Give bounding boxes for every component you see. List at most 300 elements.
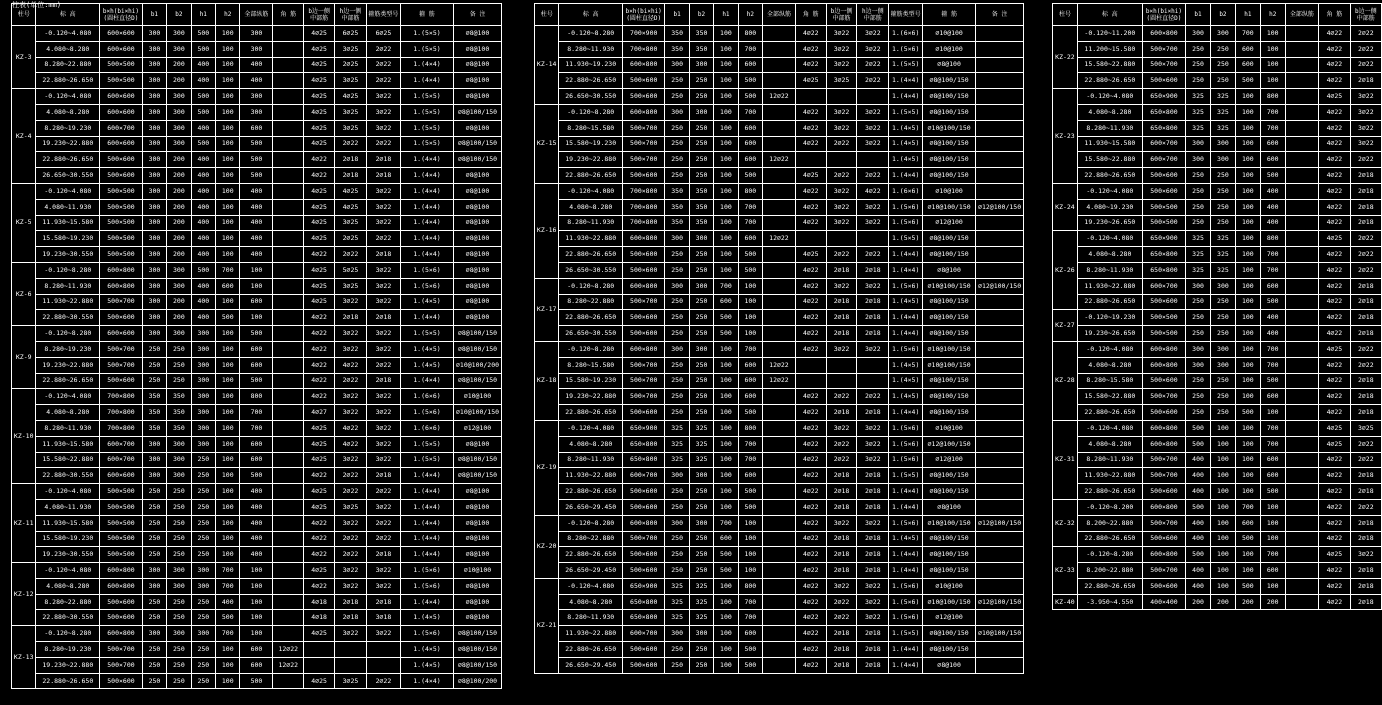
column-header: 角 筋 <box>273 4 304 26</box>
table-cell: 500×700 <box>623 120 665 136</box>
table-cell: 250 <box>689 563 713 579</box>
table-cell: 4⌀22 <box>304 515 335 531</box>
table-cell: ⌀8@100 <box>454 215 502 231</box>
table-cell: 22.880~26.650 <box>559 642 623 658</box>
table-cell: 8.280~15.580 <box>559 357 623 373</box>
column-header: 备 注 <box>976 4 1024 26</box>
table-cell: 3⌀22 <box>826 104 857 120</box>
table-cell: -0.120~4.080 <box>36 183 100 199</box>
table-cell <box>763 41 796 57</box>
table-cell: 2⌀18 <box>335 152 367 168</box>
table-cell: 100 <box>714 247 738 263</box>
table-cell: 325 <box>1186 262 1211 278</box>
table-cell: 100 <box>216 389 240 405</box>
table-cell <box>1285 452 1319 468</box>
table-cell: 2⌀22 <box>1350 436 1381 452</box>
table-cell <box>1285 215 1319 231</box>
table-cell: 500×600 <box>1142 405 1185 421</box>
table-cell: 100 <box>738 547 762 563</box>
table-cell: 500×700 <box>1142 468 1185 484</box>
column-id: KZ-3 <box>12 26 36 89</box>
table-cell: 300 <box>167 278 191 294</box>
table-cell: 100 <box>1235 310 1260 326</box>
table-row <box>535 136 1024 152</box>
table-cell: 3⌀22 <box>335 515 367 531</box>
table-cell: 4⌀22 <box>1319 183 1350 199</box>
table-cell: 11.930~22.880 <box>1077 468 1142 484</box>
table-row <box>1053 57 1382 73</box>
table-cell: ⌀8@100/150 <box>923 136 976 152</box>
table-cell: 300 <box>665 468 689 484</box>
table-cell <box>763 136 796 152</box>
table-cell: 600 <box>240 120 273 136</box>
table-cell: 350 <box>167 405 191 421</box>
table-cell: -0.120~8.280 <box>36 262 100 278</box>
table-cell <box>1285 152 1319 168</box>
table-cell: 500 <box>240 373 273 389</box>
table-cell: 100 <box>216 673 240 689</box>
table-cell: 500×600 <box>100 310 143 326</box>
table-cell: 22.880~26.650 <box>559 547 623 563</box>
table-cell: 500 <box>738 73 762 89</box>
table-cell: ⌀8@100/150 <box>923 152 976 168</box>
table-cell: 2⌀18 <box>366 152 400 168</box>
table-row <box>1053 405 1382 421</box>
table-cell: 600×800 <box>1142 420 1185 436</box>
table-cell: 11.930~22.880 <box>559 468 623 484</box>
table-cell <box>273 578 304 594</box>
table-cell: 300 <box>142 278 166 294</box>
table-cell: 600×700 <box>1142 152 1185 168</box>
table-cell <box>1285 120 1319 136</box>
table-cell: 8.280~11.930 <box>559 41 623 57</box>
table-cell: 300 <box>689 341 713 357</box>
table-cell: 250 <box>167 547 191 563</box>
table-cell: 4⌀25 <box>335 199 367 215</box>
table-cell: 700 <box>216 262 240 278</box>
table-row <box>12 168 502 184</box>
table-cell: 2⌀18 <box>826 326 857 342</box>
table-cell: 100 <box>1235 452 1260 468</box>
table-cell: 2⌀18 <box>826 657 857 673</box>
table-cell: 300 <box>240 104 273 120</box>
table-cell: ⌀8@100 <box>454 578 502 594</box>
table-cell: 22.880~26.650 <box>559 310 623 326</box>
table-cell: ⌀8@100 <box>454 57 502 73</box>
table-cell: 4⌀27 <box>304 405 335 421</box>
table-cell: 4⌀25 <box>1319 89 1350 105</box>
table-cell: 400 <box>240 57 273 73</box>
table-cell: 300 <box>167 41 191 57</box>
table-cell: 3⌀22 <box>335 294 367 310</box>
table-cell: 2⌀18 <box>366 594 400 610</box>
table-cell: 4⌀25 <box>304 73 335 89</box>
table-row <box>12 657 502 673</box>
table-cell: 500 <box>714 563 738 579</box>
table-cell: 400 <box>240 247 273 263</box>
table-cell: 2⌀22 <box>335 484 367 500</box>
table-cell: 4⌀22 <box>795 436 826 452</box>
table-cell: 300 <box>665 104 689 120</box>
table-cell: 2⌀22 <box>366 136 400 152</box>
table-cell: 1.(4×5) <box>889 120 923 136</box>
table-cell: 100 <box>240 563 273 579</box>
table-row <box>535 168 1024 184</box>
table-cell <box>1285 310 1319 326</box>
table-cell: 3⌀22 <box>366 326 400 342</box>
table-row <box>535 294 1024 310</box>
table-cell: 2⌀18 <box>366 468 400 484</box>
table-cell: 1.(5×5) <box>400 41 453 57</box>
table-cell: 700×800 <box>623 199 665 215</box>
table-cell: 500 <box>714 310 738 326</box>
table-cell: ⌀8@100/150 <box>923 104 976 120</box>
table-cell <box>763 578 796 594</box>
table-cell <box>763 594 796 610</box>
table-cell: 2⌀25 <box>335 231 367 247</box>
table-cell <box>1285 26 1319 42</box>
table-cell: 15.580~19.230 <box>559 136 623 152</box>
table-cell <box>795 373 826 389</box>
table-cell: 400 <box>240 499 273 515</box>
table-cell: 300 <box>191 420 215 436</box>
table-cell <box>1285 578 1319 594</box>
table-cell: 650×800 <box>623 610 665 626</box>
table-cell: 400 <box>240 231 273 247</box>
table-cell: 700 <box>1260 436 1285 452</box>
table-cell: 600×800 <box>1142 26 1185 42</box>
table-cell: 500×600 <box>623 89 665 105</box>
table-cell: 1.(5×6) <box>889 41 923 57</box>
table-cell: 4.080~8.280 <box>36 578 100 594</box>
table-cell: 100 <box>1235 484 1260 500</box>
table-cell: 4⌀22 <box>1319 531 1350 547</box>
table-cell: 3⌀22 <box>366 436 400 452</box>
table-cell: 1.(5×5) <box>400 26 453 42</box>
table-cell: ⌀10@100/150 <box>923 515 976 531</box>
column-header: b边一侧 中部筋 <box>304 4 335 26</box>
table-cell: 700 <box>1235 499 1260 515</box>
table-cell: 600 <box>240 357 273 373</box>
table-cell: 8.280~11.930 <box>36 278 100 294</box>
table-cell: 200 <box>167 294 191 310</box>
table-cell: 250 <box>1186 41 1211 57</box>
table-cell: 250 <box>191 531 215 547</box>
table-cell: 2⌀22 <box>857 57 889 73</box>
table-cell: 500 <box>1186 436 1211 452</box>
table-cell: -0.120~4.080 <box>36 484 100 500</box>
table-cell: 4⌀25 <box>1319 231 1350 247</box>
table-cell: 100 <box>240 278 273 294</box>
table-cell: 4⌀22 <box>1319 278 1350 294</box>
table-cell: 250 <box>142 515 166 531</box>
table-cell: 600 <box>240 452 273 468</box>
table-cell <box>857 231 889 247</box>
table-cell: 100 <box>714 452 738 468</box>
table-cell: 100 <box>1210 578 1235 594</box>
column-header: 箍筋类型号 <box>366 4 400 26</box>
table-cell: 8.280~11.930 <box>559 610 623 626</box>
table-cell: ⌀10@100 <box>923 41 976 57</box>
table-row <box>535 341 1024 357</box>
table-cell: 4⌀22 <box>795 420 826 436</box>
column-id: KZ-20 <box>535 515 559 578</box>
table-row <box>1053 120 1382 136</box>
table-cell <box>273 547 304 563</box>
table-cell: 19.230~22.880 <box>36 357 100 373</box>
table-cell: 3⌀25 <box>826 73 857 89</box>
table-cell: ⌀12@100 <box>923 215 976 231</box>
table-cell: 100 <box>216 657 240 673</box>
table-cell: 3⌀22 <box>857 341 889 357</box>
table-cell: ⌀10@100/150 <box>454 405 502 421</box>
table-cell: 250 <box>1210 57 1235 73</box>
table-cell: 3⌀22 <box>857 420 889 436</box>
table-cell <box>826 89 857 105</box>
table-cell: 500×700 <box>100 357 143 373</box>
table-cell <box>763 657 796 673</box>
table-cell: 300 <box>665 626 689 642</box>
table-cell: 4⌀22 <box>304 389 335 405</box>
table-cell: 1.(5×6) <box>889 199 923 215</box>
table-cell: 350 <box>142 420 166 436</box>
table-cell: 100 <box>216 104 240 120</box>
table-cell: 500 <box>1260 484 1285 500</box>
table-cell: 100 <box>216 120 240 136</box>
table-cell: 100 <box>714 657 738 673</box>
table-cell: 100 <box>1235 152 1260 168</box>
table-cell: 700 <box>216 626 240 642</box>
table-cell: 2⌀18 <box>857 547 889 563</box>
table-cell: 2⌀22 <box>1350 341 1381 357</box>
table-cell: 4⌀22 <box>1319 373 1350 389</box>
table-cell: 500 <box>1235 531 1260 547</box>
table-cell: ⌀8@100 <box>454 610 502 626</box>
table-cell: 325 <box>1186 104 1211 120</box>
table-cell: 8.280~11.930 <box>1077 452 1142 468</box>
table-cell: 1.(4×4) <box>400 215 453 231</box>
table-cell: 500×600 <box>623 657 665 673</box>
table-cell: 600 <box>1260 152 1285 168</box>
table-cell: 600×800 <box>100 578 143 594</box>
table-cell: 3⌀22 <box>857 215 889 231</box>
table-cell: 800 <box>738 183 762 199</box>
table-cell: 3⌀22 <box>857 104 889 120</box>
table-cell: ⌀8@100 <box>454 231 502 247</box>
table-cell: 250 <box>1186 326 1211 342</box>
table-cell: 700 <box>1260 547 1285 563</box>
table-cell: 700 <box>738 436 762 452</box>
table-cell: 500 <box>1235 73 1260 89</box>
table-cell: 600×800 <box>100 626 143 642</box>
table-cell: 2⌀22 <box>826 136 857 152</box>
table-cell: 250 <box>665 547 689 563</box>
table-cell <box>976 215 1024 231</box>
table-cell: 4⌀22 <box>1319 484 1350 500</box>
table-cell: 1.(5×5) <box>889 231 923 247</box>
column-header: h1 <box>714 4 738 26</box>
table-cell: 2⌀22 <box>857 389 889 405</box>
table-cell: -0.120~4.080 <box>1077 420 1142 436</box>
table-cell: 100 <box>714 341 738 357</box>
table-cell <box>763 294 796 310</box>
table-cell: 3⌀25 <box>335 673 367 689</box>
table-cell: 250 <box>689 262 713 278</box>
table-cell: 300 <box>167 578 191 594</box>
table-row <box>535 120 1024 136</box>
table-cell: 500×500 <box>100 247 143 263</box>
table-cell: ⌀8@100/150 <box>923 373 976 389</box>
table-cell: 2⌀18 <box>857 642 889 658</box>
table-cell: 4⌀22 <box>795 405 826 421</box>
table-cell: 700 <box>1235 26 1260 42</box>
table-cell: 2⌀22 <box>826 610 857 626</box>
table-row <box>1053 104 1382 120</box>
table-cell: 500×600 <box>623 262 665 278</box>
table-cell: 700 <box>738 215 762 231</box>
table-cell: 100 <box>1235 563 1260 579</box>
table-row <box>1053 452 1382 468</box>
table-cell: 500×600 <box>100 673 143 689</box>
table-cell: 250 <box>167 515 191 531</box>
table-cell <box>1285 57 1319 73</box>
table-row <box>1053 420 1382 436</box>
table-cell: 350 <box>167 420 191 436</box>
table-cell: ⌀8@100 <box>454 262 502 278</box>
table-cell: 3⌀22 <box>366 120 400 136</box>
table-cell: ⌀10@100/150 <box>923 120 976 136</box>
table-cell: ⌀8@100 <box>454 26 502 42</box>
table-cell: 700 <box>738 452 762 468</box>
table-cell: 300 <box>167 626 191 642</box>
table-row <box>1053 326 1382 342</box>
table-cell: 100 <box>1235 373 1260 389</box>
table-cell: 22.880~30.550 <box>36 610 100 626</box>
table-cell <box>976 57 1024 73</box>
table-cell: 100 <box>216 41 240 57</box>
table-cell: 400 <box>191 215 215 231</box>
table-row <box>12 262 502 278</box>
column-id: KZ-10 <box>12 389 36 484</box>
table-cell: 4⌀25 <box>304 262 335 278</box>
table-row <box>12 642 502 658</box>
table-cell: 2⌀22 <box>366 673 400 689</box>
table-cell: 4⌀22 <box>795 294 826 310</box>
table-cell: 600 <box>714 294 738 310</box>
table-cell: -0.120~8.280 <box>36 626 100 642</box>
table-cell: 4⌀22 <box>795 594 826 610</box>
table-cell <box>1285 73 1319 89</box>
table-cell: 4⌀25 <box>304 626 335 642</box>
table-cell: 500×600 <box>100 373 143 389</box>
table-cell: ⌀10@100/150 <box>923 278 976 294</box>
table-cell: 2⌀18 <box>1350 199 1381 215</box>
table-cell: 250 <box>665 484 689 500</box>
table-cell <box>273 310 304 326</box>
table-cell: -0.120~4.080 <box>1077 341 1142 357</box>
table-cell <box>1285 231 1319 247</box>
table-cell: 500 <box>240 136 273 152</box>
table-cell: 300 <box>665 231 689 247</box>
table-cell <box>1285 199 1319 215</box>
table-cell: 3⌀22 <box>857 278 889 294</box>
table-cell: 1.(5×6) <box>400 626 453 642</box>
table-row <box>12 420 502 436</box>
table-cell: 500×600 <box>623 484 665 500</box>
table-cell <box>976 231 1024 247</box>
table-cell: 26.650~29.450 <box>559 499 623 515</box>
table-cell: 100 <box>1235 357 1260 373</box>
table-cell: 2⌀22 <box>826 247 857 263</box>
table-cell: 4⌀22 <box>795 183 826 199</box>
table-cell: 4⌀22 <box>1319 26 1350 42</box>
table-cell: 3⌀22 <box>857 610 889 626</box>
table-cell: 400 <box>240 215 273 231</box>
table-cell: 2⌀22 <box>1350 152 1381 168</box>
table-cell: 1.(4×4) <box>400 73 453 89</box>
table-cell: 400 <box>240 484 273 500</box>
table-cell: 300 <box>167 436 191 452</box>
table-cell: 300 <box>1210 152 1235 168</box>
table-cell: 400 <box>191 168 215 184</box>
table-cell: 4⌀25 <box>1319 341 1350 357</box>
table-cell <box>1285 104 1319 120</box>
table-cell: 250 <box>689 373 713 389</box>
table-cell: 500 <box>1235 405 1260 421</box>
table-cell: 2⌀18 <box>826 484 857 500</box>
table-cell: 3⌀22 <box>366 578 400 594</box>
table-cell <box>1285 405 1319 421</box>
table-cell: 2⌀22 <box>826 594 857 610</box>
table-cell: 2⌀18 <box>1350 215 1381 231</box>
table-row <box>1053 436 1382 452</box>
table-cell: 400 <box>216 594 240 610</box>
table-cell <box>1285 89 1319 105</box>
column-header: 全部纵筋 <box>763 4 796 26</box>
table-cell: 3⌀22 <box>335 341 367 357</box>
table-cell <box>273 104 304 120</box>
table-cell: ⌀10@100/150 <box>976 626 1024 642</box>
table-row <box>12 310 502 326</box>
table-cell: 4⌀18 <box>304 594 335 610</box>
table-cell <box>273 294 304 310</box>
table-cell: 11.930~15.580 <box>36 215 100 231</box>
table-cell: ⌀8@100 <box>454 278 502 294</box>
table-cell: ⌀8@100/150 <box>923 326 976 342</box>
table-cell: 26.650~30.550 <box>559 89 623 105</box>
table-row <box>12 215 502 231</box>
table-cell <box>273 515 304 531</box>
table-cell: -0.120~4.080 <box>1077 183 1142 199</box>
table-cell: 1.(5×5) <box>400 452 453 468</box>
table-cell: 100 <box>1210 420 1235 436</box>
table-row <box>12 183 502 199</box>
table-cell: 8.280~22.880 <box>559 531 623 547</box>
table-cell: 600 <box>1260 563 1285 579</box>
table-cell: 300 <box>142 294 166 310</box>
table-cell: 8.280~22.880 <box>36 594 100 610</box>
table-cell: 250 <box>142 642 166 658</box>
table-cell: 3⌀22 <box>366 563 400 579</box>
column-header: 箍 筋 <box>923 4 976 26</box>
table-row <box>535 57 1024 73</box>
table-cell <box>857 357 889 373</box>
table-cell: 100 <box>216 231 240 247</box>
table-cell <box>1285 389 1319 405</box>
table-cell: 2⌀22 <box>366 73 400 89</box>
table-cell <box>273 215 304 231</box>
table-cell <box>976 373 1024 389</box>
